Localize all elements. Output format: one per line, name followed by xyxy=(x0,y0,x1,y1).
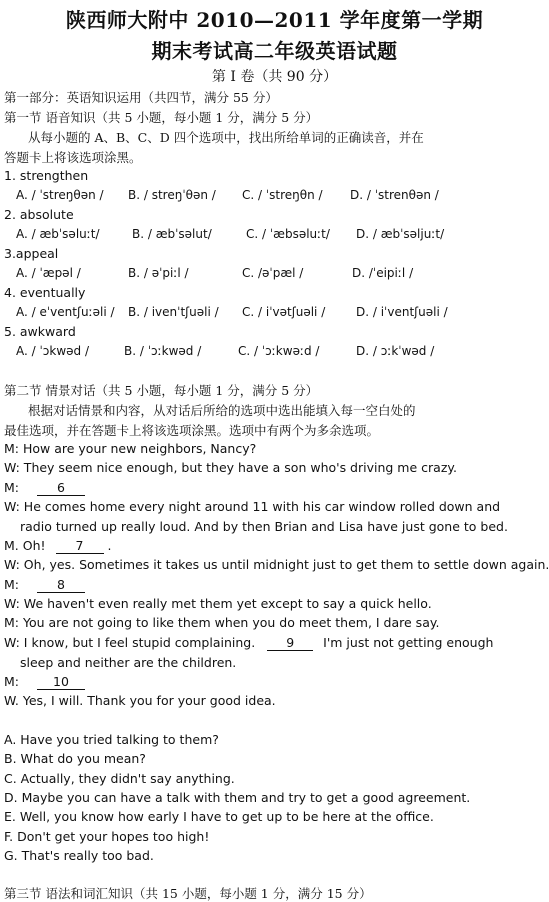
choice-item: B. What do you mean? xyxy=(4,751,146,766)
paper-subtitle: 第 I 卷（共 90 分） xyxy=(211,69,338,85)
option-b: B. / əˈpiːl / xyxy=(128,266,189,280)
exam-title-line1: 陕西师大附中 2010—2011 学年度第一学期 xyxy=(65,8,484,32)
answer-blank-8: 8 xyxy=(37,577,85,593)
option-b: B. / ˈɔːkwəd / xyxy=(124,344,202,358)
speaker-text: W: I know, but I feel stupid complaining. xyxy=(4,635,256,650)
question-word: 2. absolute xyxy=(4,207,74,222)
answer-blank-7: 7 xyxy=(56,538,104,554)
part1-heading: 第一部分：英语知识运用（共四节，满分 55 分） xyxy=(4,90,278,105)
option-a: A. / æbˈsəluːt/ xyxy=(16,227,100,241)
question-word: 4. eventually xyxy=(4,285,86,300)
answer-blank-6: 6 xyxy=(37,480,85,496)
dialogue-line: M: You are not going to like them when you do meet them, I dare say. xyxy=(4,615,440,630)
dialogue-line: W. Yes, I will. Thank you for your good idea. xyxy=(4,693,276,708)
sec2-instruction-line1: 根据对话情景和内容，从对话后所给的选项中选出能填入每一空白处的 xyxy=(28,403,416,418)
option-a: A. / ˈstreŋθən / xyxy=(16,188,104,202)
sec2-heading: 第二节 情景对话（共 5 小题，每小题 1 分，满分 5 分） xyxy=(4,383,319,398)
dialogue-line-blank xyxy=(4,635,493,651)
sentence-end: . xyxy=(107,538,112,553)
choice-item: D. Maybe you can have a talk with them and try to get a good agreement. xyxy=(4,790,471,805)
option-d: D. / ɔːkˈwəd / xyxy=(356,344,435,358)
speaker-label: M: xyxy=(4,674,19,689)
option-b: B. / æbˈsəlut/ xyxy=(132,227,212,241)
dialogue-line: radio turned up really loud. And by then Brian and Lisa have just gone to bed. xyxy=(20,519,508,534)
option-a: A. / eˈventʃuːəli / xyxy=(16,305,115,319)
exam-title-line2: 期末考试高二年级英语试题 xyxy=(151,39,398,63)
answer-blank-10: 10 xyxy=(37,674,85,690)
speaker-label: M: xyxy=(4,577,19,592)
choice-item: E. Well, you know how early I have to get up to be here at the office. xyxy=(4,809,434,824)
question-word: 1. strengthen xyxy=(4,168,89,183)
option-c: C. / ˈɔːkwəːd / xyxy=(238,344,320,358)
option-d: D. / ˈstrenθən / xyxy=(350,188,439,202)
option-c: C. / ˈstreŋθn / xyxy=(242,188,323,202)
dialogue-line-blank xyxy=(4,538,111,554)
sec3-heading: 第三节 语法和词汇知识（共 15 小题，每小题 1 分，满分 15 分） xyxy=(4,886,372,901)
dialogue-line: W: He comes home every night around 11 with his car window rolled down and xyxy=(4,499,501,514)
choice-item: F. Don't get your hopes too high! xyxy=(4,829,210,844)
answer-blank-9: 9 xyxy=(267,635,313,651)
option-d: D. /ˈeipiːl / xyxy=(352,266,414,280)
question-word: 5. awkward xyxy=(4,324,76,339)
sec1-instruction-line2: 答题卡上将该选项涂黑。 xyxy=(4,150,142,165)
option-d: D. / iˈventʃuəli / xyxy=(356,305,448,319)
sec2-instruction-line2: 最佳选项，并在答题卡上将该选项涂黑。选项中有两个为多余选项。 xyxy=(4,423,380,438)
choice-item: G. That's really too bad. xyxy=(4,848,154,863)
option-d: D. / æbˈsəljuːt/ xyxy=(356,227,445,241)
option-c: C. / iˈvətʃuəli / xyxy=(242,305,326,319)
option-c: C. /əˈpæl / xyxy=(242,266,304,280)
option-a: A. / ˈæpəl / xyxy=(16,266,81,280)
option-b: B. / streŋˈθən / xyxy=(128,188,216,202)
dialogue-line: W: We haven't even really met them yet except to say a quick hello. xyxy=(4,596,432,611)
option-a: A. / ˈɔkwəd / xyxy=(16,344,89,358)
speaker-text: I'm just not getting enough xyxy=(323,635,494,650)
choice-item: C. Actually, they didn't say anything. xyxy=(4,771,235,786)
choice-item: A. Have you tried talking to them? xyxy=(4,732,219,747)
dialogue-line-blank xyxy=(4,480,85,496)
question-word: 3.appeal xyxy=(4,246,59,261)
speaker-text: M. Oh! xyxy=(4,538,46,553)
sec1-instruction-line1: 从每小题的 A、B、C、D 四个选项中，找出所给单词的正确读音，并在 xyxy=(28,130,424,145)
dialogue-line: M: How are your new neighbors, Nancy? xyxy=(4,441,257,456)
dialogue-line: W: Oh, yes. Sometimes it takes us until midnight just to get them to settle down again. xyxy=(4,557,549,572)
option-b: B. / ivenˈtʃuəli / xyxy=(128,305,219,319)
sec1-heading: 第一节 语音知识（共 5 小题，每小题 1 分，满分 5 分） xyxy=(4,110,319,125)
dialogue-line: W: They seem nice enough, but they have a son who's driving me crazy. xyxy=(4,460,457,475)
dialogue-line-blank xyxy=(4,577,85,593)
option-c: C. / ˈæbsəluːt/ xyxy=(246,227,330,241)
speaker-label: M: xyxy=(4,480,19,495)
dialogue-line: sleep and neither are the children. xyxy=(20,655,237,670)
dialogue-line-blank xyxy=(4,674,85,690)
